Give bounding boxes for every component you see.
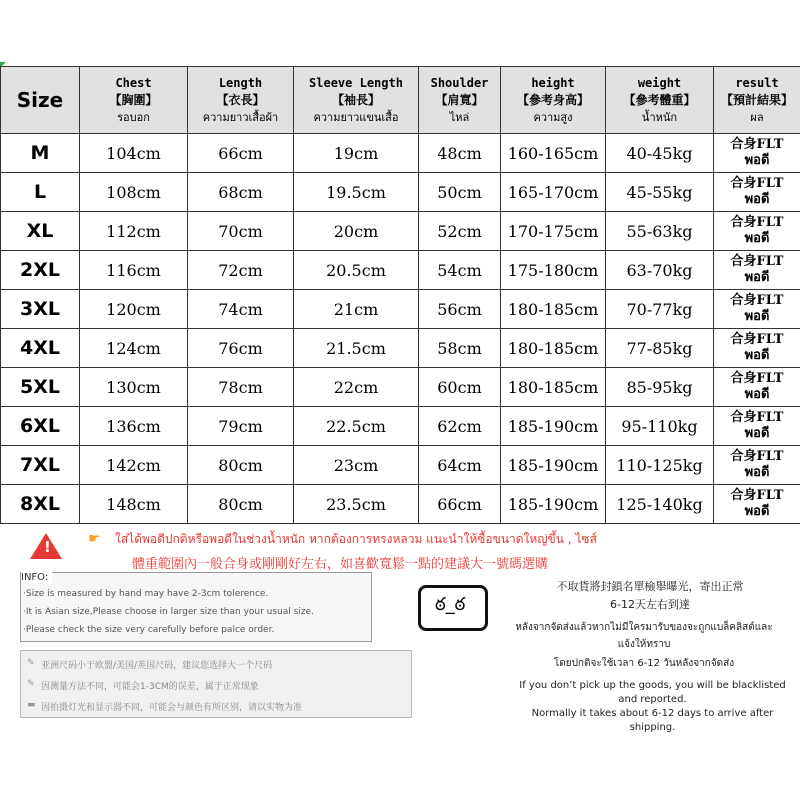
warning-icon: ! xyxy=(30,533,62,559)
shoulder-cell: 64cm xyxy=(419,446,501,485)
result-cell: 合身FLT พอดี xyxy=(714,368,800,407)
note-line: 因拍摄灯光和显示器不同，可能会与颜色有所区别，请以实物为准 xyxy=(41,703,303,713)
shoulder-cell: 56cm xyxy=(419,290,501,329)
weight-cell: 77-85kg xyxy=(606,329,714,368)
size-cell: 5XL xyxy=(1,368,80,407)
size-chart-table xyxy=(0,66,800,524)
chest-header: Chest 【胸圍】 รอบอก xyxy=(80,67,188,134)
height-cell: 180-185cm xyxy=(501,290,606,329)
weight-cell: 55-63kg xyxy=(606,212,714,251)
weight-header: weight 【參考體重】 น้ำหนัก xyxy=(606,67,714,134)
table-row xyxy=(1,446,800,485)
shipping-en-line: and reported. xyxy=(618,694,687,705)
shoulder-cell: 60cm xyxy=(419,368,501,407)
shoulder-cell: 54cm xyxy=(419,251,501,290)
shoulder-cell: 66cm xyxy=(419,485,501,524)
chest-cell: 136cm xyxy=(80,407,188,446)
notes-box xyxy=(20,650,412,718)
size-cell: 7XL xyxy=(1,446,80,485)
height-cell: 185-190cm xyxy=(501,407,606,446)
weight-cell: 125-140kg xyxy=(606,485,714,524)
header-row xyxy=(1,67,800,134)
result-cell: 合身FLT พอดี xyxy=(714,134,800,173)
length-cell: 70cm xyxy=(188,212,294,251)
length-cell: 74cm xyxy=(188,290,294,329)
length-cell: 68cm xyxy=(188,173,294,212)
sleeve-cell: 21cm xyxy=(294,290,419,329)
size-cell: L xyxy=(1,173,80,212)
weight-cell: 70-77kg xyxy=(606,290,714,329)
package-icon: ఠ_ఠ xyxy=(418,585,488,631)
shipping-en-line: shipping. xyxy=(629,722,676,733)
length-cell: 80cm xyxy=(188,485,294,524)
height-cell: 165-170cm xyxy=(501,173,606,212)
table-row xyxy=(1,368,800,407)
chest-cell: 148cm xyxy=(80,485,188,524)
result-cell: 合身FLT พอดี xyxy=(714,251,800,290)
length-cell: 66cm xyxy=(188,134,294,173)
chest-cell: 108cm xyxy=(80,173,188,212)
warning-chinese-text: 體重範圍內一般合身或剛剛好左右，如喜歡寬鬆一點的建議大一號碼選購 xyxy=(132,557,549,572)
sleeve-cell: 22.5cm xyxy=(294,407,419,446)
sleeve-cell: 23.5cm xyxy=(294,485,419,524)
length-cell: 80cm xyxy=(188,446,294,485)
shipping-zh-line: 6-12天左右到達 xyxy=(610,598,690,611)
shipping-en-line: Normally it takes about 6-12 days to arrive after xyxy=(531,708,774,719)
chest-cell: 116cm xyxy=(80,251,188,290)
height-cell: 180-185cm xyxy=(501,368,606,407)
sleeve-cell: 22cm xyxy=(294,368,419,407)
size-cell: 3XL xyxy=(1,290,80,329)
weight-cell: 95-110kg xyxy=(606,407,714,446)
chest-cell: 120cm xyxy=(80,290,188,329)
height-header: height 【參考身高】 ความสูง xyxy=(501,67,606,134)
result-cell: 合身FLT พอดี xyxy=(714,290,800,329)
pencil-icon: ✎ xyxy=(27,658,35,668)
result-cell: 合身FLT พอดี xyxy=(714,212,800,251)
size-cell: 2XL xyxy=(1,251,80,290)
height-cell: 160-165cm xyxy=(501,134,606,173)
length-header: Length 【衣長】 ความยาวเสื้อผ้า xyxy=(188,67,294,134)
result-cell: 合身FLT พอดี xyxy=(714,407,800,446)
weight-cell: 85-95kg xyxy=(606,368,714,407)
chest-cell: 112cm xyxy=(80,212,188,251)
result-cell: 合身FLT พอดี xyxy=(714,329,800,368)
length-cell: 79cm xyxy=(188,407,294,446)
height-cell: 180-185cm xyxy=(501,329,606,368)
table-row xyxy=(1,251,800,290)
chest-cell: 142cm xyxy=(80,446,188,485)
table-row xyxy=(1,407,800,446)
shoulder-cell: 52cm xyxy=(419,212,501,251)
shoulder-cell: 58cm xyxy=(419,329,501,368)
table-row xyxy=(1,485,800,524)
height-cell: 185-190cm xyxy=(501,485,606,524)
chest-cell: 130cm xyxy=(80,368,188,407)
info-line: ·Please check the size very carefully before palce order. xyxy=(23,625,275,635)
info-line: ·Size is measured by hand may have 2-3cm tolerence. xyxy=(23,589,269,599)
pencil-icon: ✎ xyxy=(27,679,35,689)
length-cell: 72cm xyxy=(188,251,294,290)
shoulder-header: Shoulder 【肩寬】 ไหล่ xyxy=(419,67,501,134)
length-cell: 76cm xyxy=(188,329,294,368)
table-row xyxy=(1,173,800,212)
size-cell: XL xyxy=(1,212,80,251)
weight-cell: 40-45kg xyxy=(606,134,714,173)
flag-icon: ▬ xyxy=(27,700,36,710)
size-cell: 6XL xyxy=(1,407,80,446)
shoulder-cell: 50cm xyxy=(419,173,501,212)
shipping-thai-line: หลังจากจัดส่งแล้วหากไม่มีใครมารับของจะถูกแบล็คลิสต์และ xyxy=(515,622,773,633)
table-row xyxy=(1,329,800,368)
sleeve-cell: 20.5cm xyxy=(294,251,419,290)
height-cell: 175-180cm xyxy=(501,251,606,290)
warning-thai-text: ใส่ได้พอดีปกติหรือพอดีในช่วงน้ำหนัก หากต้องการทรงหลวม แนะนำให้ซื้อขนาดใหญ่ขึ้น , ไซส์ xyxy=(115,532,597,546)
sleeve-cell: 19cm xyxy=(294,134,419,173)
pointing-hand-icon: ☛ xyxy=(88,531,101,547)
table-row xyxy=(1,212,800,251)
shipping-zh-line: 不取貨將封鎖名單檢舉曝光，寄出正常 xyxy=(556,580,744,593)
sleeve-cell: 19.5cm xyxy=(294,173,419,212)
size-cell: 8XL xyxy=(1,485,80,524)
info-title: INFO: xyxy=(21,572,52,583)
weight-cell: 63-70kg xyxy=(606,251,714,290)
size-header: Size xyxy=(1,67,80,134)
table-row xyxy=(1,290,800,329)
size-cell: M xyxy=(1,134,80,173)
result-header: result 【預計結果】 ผล xyxy=(714,67,800,134)
result-cell: 合身FLT พอดี xyxy=(714,446,800,485)
note-line: 亚洲尺码小于欧盟/美国/英国尺码，建议您选择大一个尺码 xyxy=(41,661,273,671)
info-box xyxy=(20,572,372,642)
length-cell: 78cm xyxy=(188,368,294,407)
result-cell: 合身FLT พอดี xyxy=(714,173,800,212)
table-row xyxy=(1,134,800,173)
weight-cell: 45-55kg xyxy=(606,173,714,212)
chest-cell: 104cm xyxy=(80,134,188,173)
sleeve-cell: 21.5cm xyxy=(294,329,419,368)
shoulder-cell: 62cm xyxy=(419,407,501,446)
chest-cell: 124cm xyxy=(80,329,188,368)
shipping-en-line: If you don’t pick up the goods, you will be blacklisted xyxy=(519,680,786,691)
shipping-thai-line: แจ้งให้ทราบ xyxy=(617,639,671,650)
note-line: 因测量方法不同，可能会1-3CM的误差，属于正常现象 xyxy=(41,682,259,692)
shoulder-cell: 48cm xyxy=(419,134,501,173)
result-cell: 合身FLT พอดี xyxy=(714,485,800,524)
info-line: ·It is Asian size,Please choose in larger size than your usual size. xyxy=(23,607,314,617)
sleeve-cell: 23cm xyxy=(294,446,419,485)
sleeve-header: Sleeve Length 【袖長】 ความยาวแขนเสื้อ xyxy=(294,67,419,134)
shipping-thai-line: โดยปกติจะใช้เวลา 6-12 วันหลังจากจัดส่ง xyxy=(553,658,735,669)
weight-cell: 110-125kg xyxy=(606,446,714,485)
height-cell: 185-190cm xyxy=(501,446,606,485)
size-cell: 4XL xyxy=(1,329,80,368)
sleeve-cell: 20cm xyxy=(294,212,419,251)
height-cell: 170-175cm xyxy=(501,212,606,251)
